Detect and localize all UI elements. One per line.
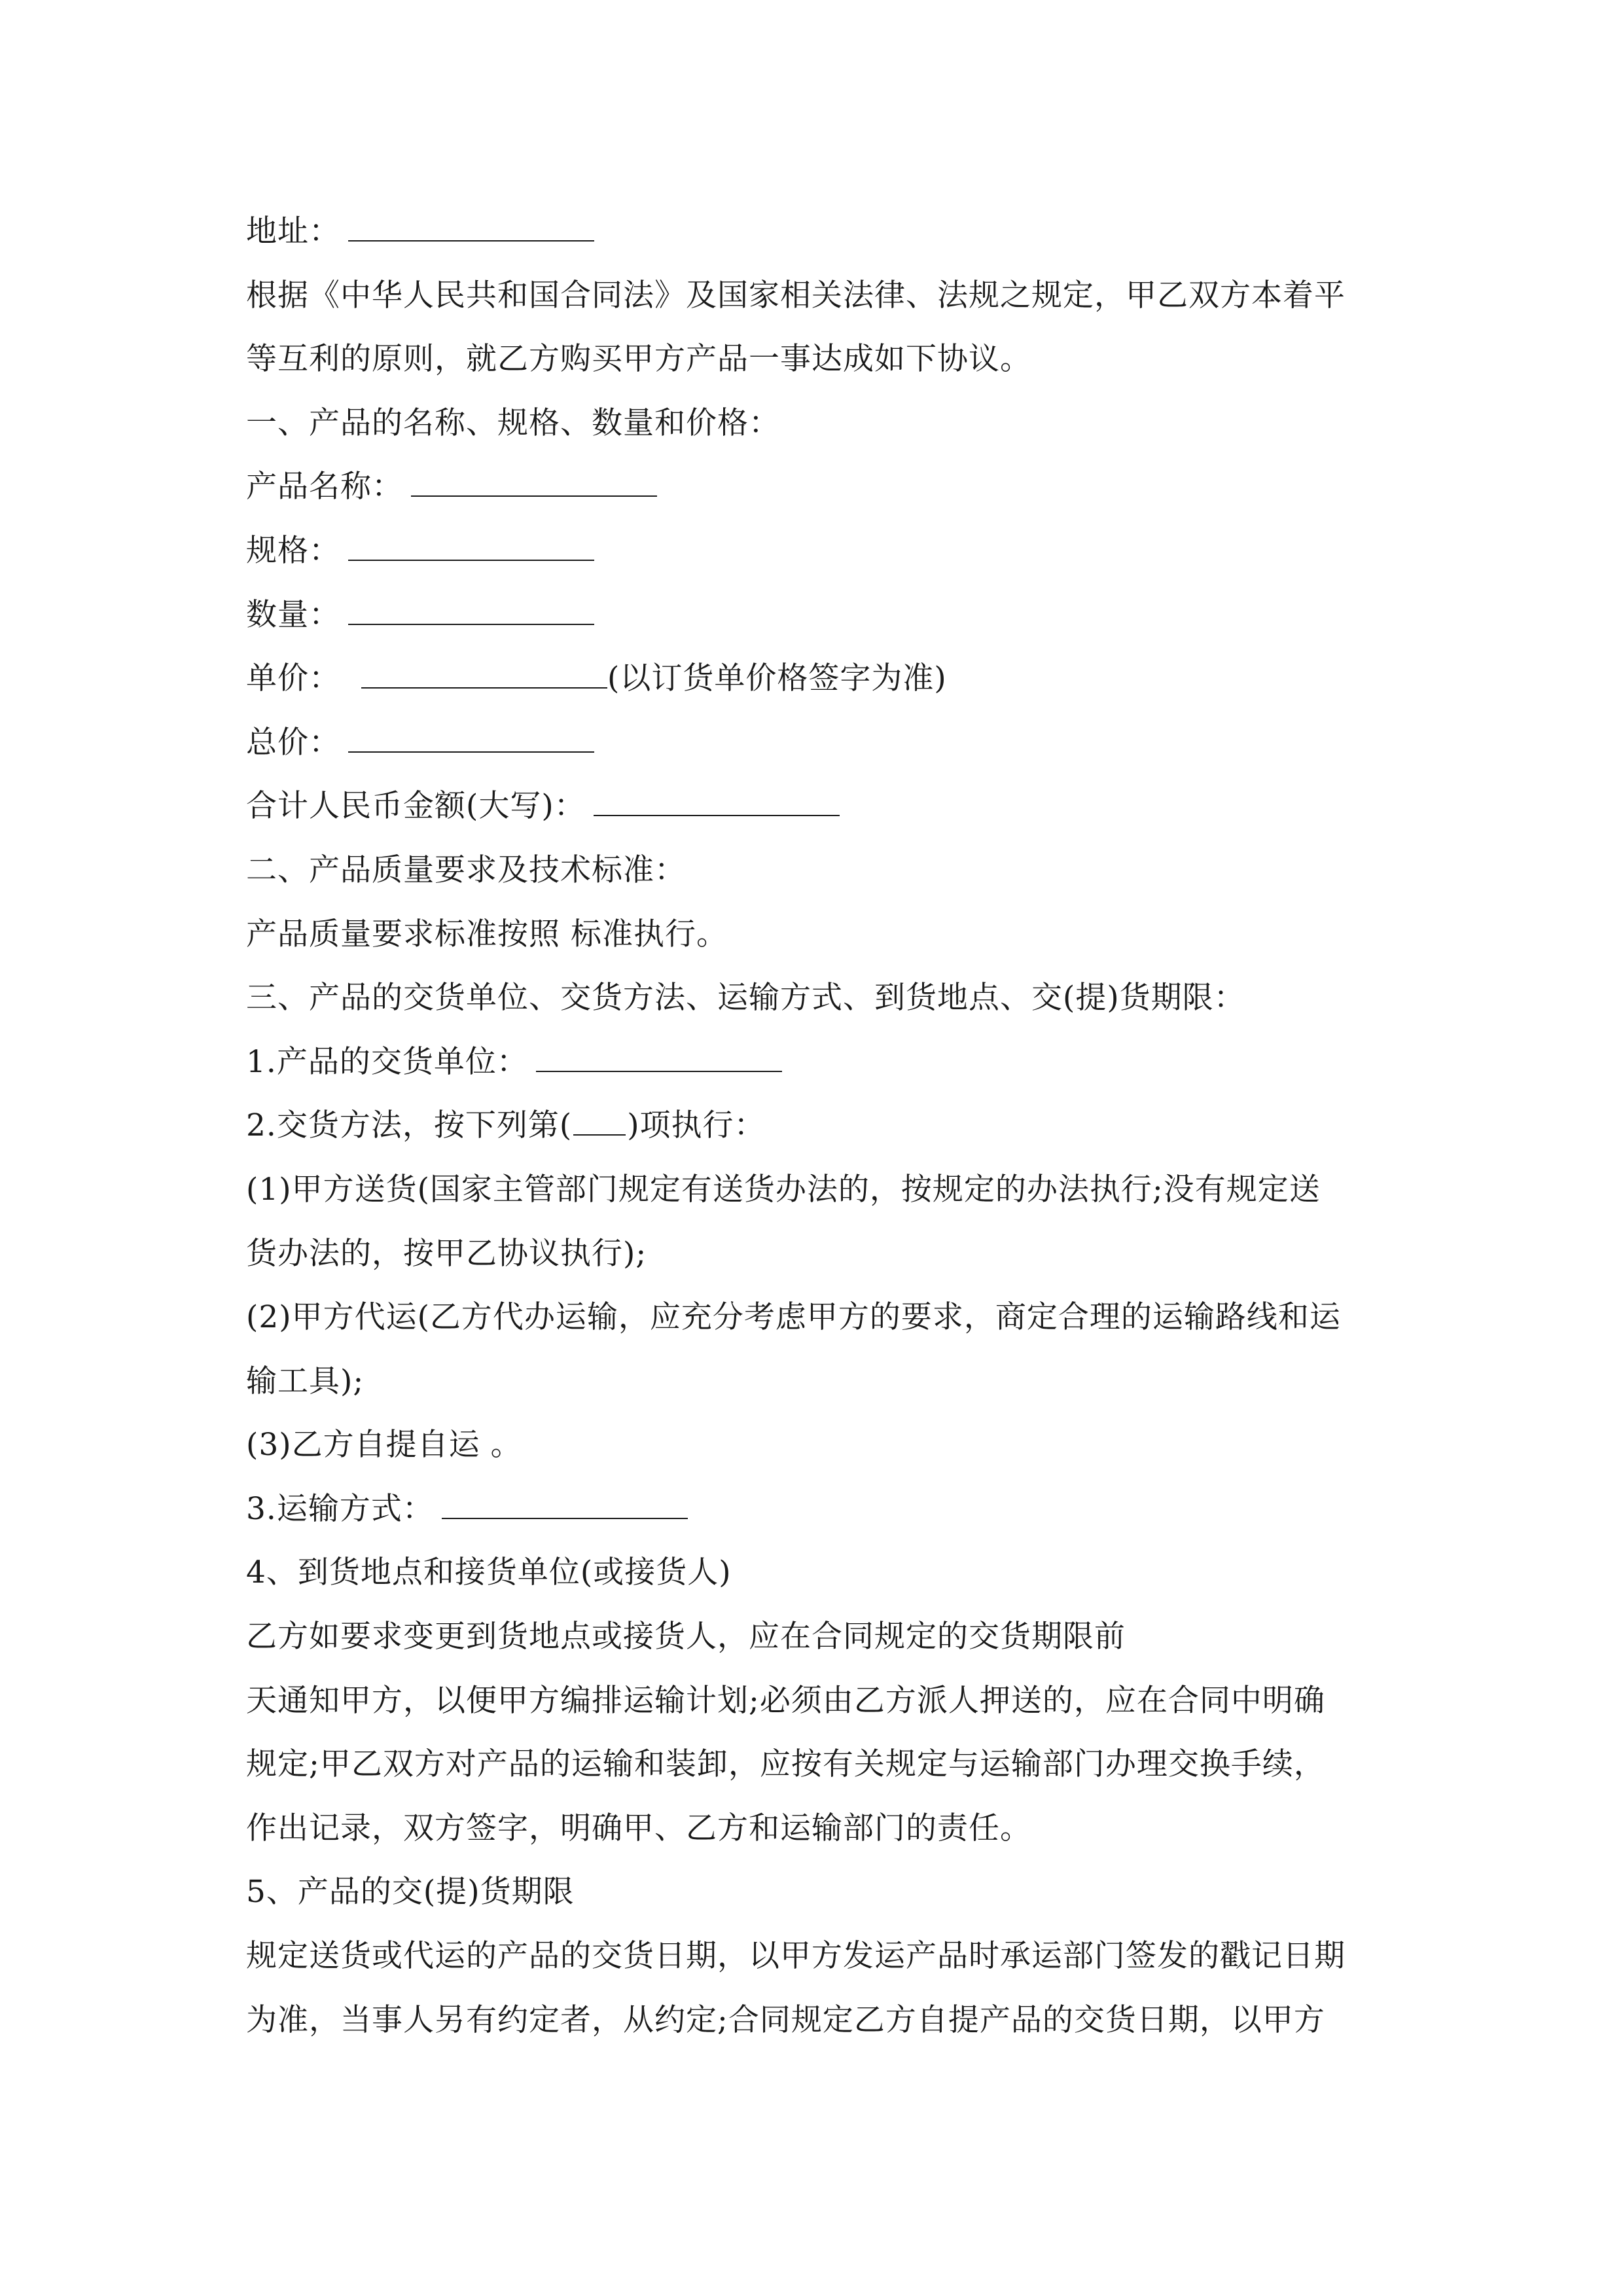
- address-label: 地址：: [246, 213, 340, 249]
- document-page: [246, 200, 1385, 2052]
- option-2-line-b: 输工具);: [246, 1363, 365, 1399]
- total-price-label: 总价：: [246, 724, 340, 761]
- option-3-line: (3)乙方自提自运 。: [246, 1427, 522, 1463]
- delivery-method-pre: 2.交货方法，按下列第(: [246, 1107, 573, 1144]
- total-rmb-label: 合计人民币金额(大写)：: [246, 788, 586, 825]
- intro-line-2: 等互利的原则，就乙方购买甲方产品一事达成如下协议。: [246, 341, 1031, 378]
- product-name-label: 产品名称：: [246, 469, 403, 505]
- quantity-blank: [348, 586, 594, 625]
- para-5-line-b: 为准，当事人另有约定者，从约定;合同规定乙方自提产品的交货日期，以甲方: [246, 2001, 1325, 2038]
- option-2-line-a: (2)甲方代运(乙方代办运输，应充分考虑甲方的要求，商定合理的运输路线和运: [246, 1299, 1341, 1336]
- intro-line-1: 根据《中华人民共和国合同法》及国家相关法律、法规之规定，甲乙双方本着平: [246, 277, 1346, 314]
- section-1-title: 一、产品的名称、规格、数量和价格：: [246, 404, 780, 441]
- transport-method-label: 3.运输方式：: [246, 1490, 434, 1527]
- section-3-title: 三、产品的交货单位、交货方法、运输方式、到货地点、交(提)货期限：: [246, 980, 1245, 1016]
- section-3-5-title: 5、产品的交(提)货期限: [246, 1874, 575, 1910]
- total-rmb-blank: [594, 777, 840, 816]
- transport-method-blank: [442, 1480, 688, 1519]
- para-4-line-a: 乙方如要求变更到货地点或接货人，应在合同规定的交货期限前: [246, 1619, 1126, 1655]
- section-2-title: 二、产品质量要求及技术标准：: [246, 852, 686, 888]
- total-price-line: [246, 711, 1385, 775]
- spec-line: [246, 519, 1385, 583]
- para-4-line-d: 作出记录，双方签字，明确甲、乙方和运输部门的责任。: [246, 1810, 1031, 1846]
- unit-price-note: (以订货单价格签字为准): [607, 660, 947, 697]
- delivery-method-blank: [573, 1096, 626, 1136]
- total-price-blank: [348, 713, 594, 753]
- para-5-line-a: 规定送货或代运的产品的交货日期，以甲方发运产品时承运部门签发的戳记日期: [246, 1938, 1346, 1975]
- option-1-line-a: (1)甲方送货(国家主管部门规定有送货办法的，按规定的办法执行;没有规定送: [246, 1171, 1321, 1208]
- unit-price-line: [246, 647, 1385, 711]
- product-name-line: [246, 455, 1385, 519]
- delivery-unit-label: 1.产品的交货单位：: [246, 1043, 528, 1080]
- para-4-line-c: 规定;甲乙双方对产品的运输和装卸，应按有关规定与运输部门办理交换手续，: [246, 1746, 1325, 1783]
- unit-price-label: 单价：: [246, 660, 340, 697]
- product-name-blank: [411, 457, 657, 497]
- para-4-line-b: 天通知甲方，以便甲方编排运输计划;必须由乙方派人押送的，应在合同中明确: [246, 1682, 1325, 1719]
- transport-method-line: [246, 1477, 1385, 1541]
- delivery-unit-blank: [536, 1033, 782, 1072]
- section-2-body: 产品质量要求标准按照 标准执行。: [246, 916, 728, 952]
- section-3-4-title: 4、到货地点和接货单位(或接货人): [246, 1554, 732, 1591]
- total-rmb-line: [246, 774, 1385, 838]
- unit-price-blank: [361, 649, 607, 689]
- quantity-line: [246, 583, 1385, 647]
- spec-blank: [348, 522, 594, 561]
- option-1-line-b: 货办法的，按甲乙协议执行);: [246, 1235, 647, 1272]
- delivery-unit-line: [246, 1030, 1385, 1094]
- address-blank: [348, 202, 594, 242]
- spec-label: 规格：: [246, 532, 340, 569]
- delivery-method-line: [246, 1094, 1385, 1158]
- address-line: [246, 200, 1385, 264]
- delivery-method-post: )项执行：: [627, 1107, 766, 1144]
- quantity-label: 数量：: [246, 596, 340, 633]
